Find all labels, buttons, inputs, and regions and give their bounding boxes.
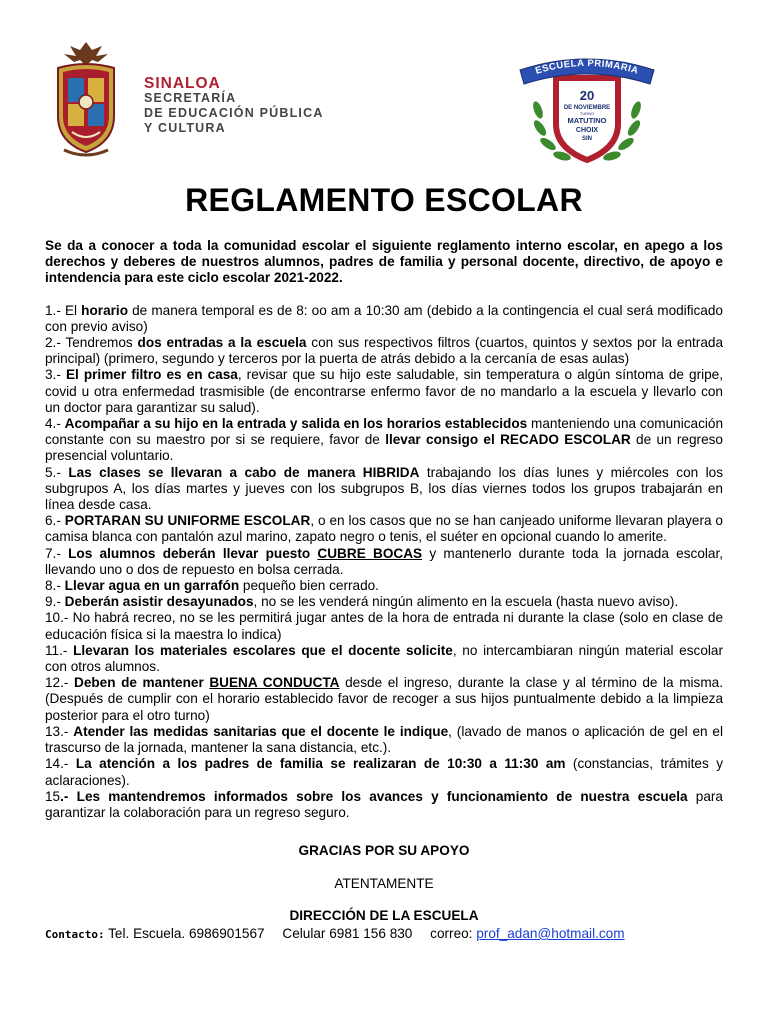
rule-text: Las clases se llevaran a cabo de manera HIBRIDA [68,464,420,480]
rule-text: 5.- [45,464,69,480]
rule-text: Deben de mantener [74,675,210,691]
rules-list [45,303,723,822]
rule-text: y mantenerlo durante toda la jornada escolar, llevando uno o dos de repuesto en bolsa cerrada. [45,545,724,577]
school-city: CHOIX [575,127,599,134]
rule-item [45,513,723,545]
thanks-line: GRACIAS POR SU APOYO [298,843,470,858]
rule-item [45,367,723,416]
rule-text: , revisar que su hijo este saludable, sin temperatura o algún síntoma de gripe, covid u otra enfermedad trasmisible (de encontrarse enfermo favor de no mandarlo a la escuela y llevarlo con un doctor para garantizar su salud). [45,367,724,415]
rule-text: , (lavado de manos o aplicación de gel en el trascurso de la jornada, mantener la sana distancia, etc.). [45,723,723,756]
rule-text: 10.- No habrá recreo, no se les permitirá jugar antes de la hora de entrada ni durante la clase (solo en clase de educación física si la maestra lo indica) [45,610,723,642]
school-banner-text: ESCUELA PRIMARIA [534,57,640,77]
rule-text: Llevaran los materiales escolares que el docente solicite [73,642,453,658]
intro-paragraph: Se da a conocer a toda la comunidad escolar el siguiente reglamento interno escolar, en apego a los derechos y deberes de nuestros alumnos, padres de familia y personal docente, directivo, de apoyo e intendencia para este ciclo escolar 2021-2022. [45,238,723,286]
school-state: SIN [581,136,593,142]
rule-text: Deberán asistir desayunados [64,594,254,610]
rule-text: de un regreso presencial voluntario. [45,432,723,464]
rule-text: 7.- [45,545,69,561]
rule-text: 6.- [45,513,65,529]
direccion-line: DIRECCIÓN DE LA ESCUELA [289,908,479,923]
rule-text: 12.- [45,675,74,691]
rule-text: 8.- [45,578,65,594]
school-turno: MATUTINO [567,116,607,125]
rule-item [45,546,723,578]
rule-text: 13.- [45,723,74,739]
atentamente-line: ATENTAMENTE [334,876,434,891]
sinaloa-coat-of-arms-icon [50,38,122,160]
rule-text: 11.- [45,642,74,658]
rule-text: , o en los casos que no se han canjeado uniforme llevaran playera o camisa blanca con pantalón azul marino, zapato negro o tenis, el suéter en opcional cuando lo amerite. [45,513,723,545]
rule-item [45,594,723,610]
rule-text: PORTARAN SU UNIFORME ESCOLAR [64,513,311,529]
secretaria-line-2: DE EDUCACIÓN PÚBLICA [144,106,324,120]
rule-text: 4.- [45,416,65,432]
rule-text: horario [81,302,128,318]
school-name: DE NOVIEMBRE [563,105,611,111]
rule-item [45,789,723,821]
rule-text: Acompañar a su hijo en la entrada y salida en los horarios establecidos [64,416,528,432]
rule-text: La atención a los padres de familia se realizaran de 10:30 a 11:30 am [75,756,566,772]
rule-text: pequeño bien cerrado. [239,578,379,594]
rule-text: (constancias, trámites y aclaraciones). [45,756,724,788]
rule-item [45,465,723,514]
rule-text: Atender las medidas sanitarias que el docente le indique [73,723,449,739]
rule-text: de manera temporal es de 8: oo am a 10:30 am (debido a la contingencia el cual será modificado con previo aviso) [45,302,723,334]
secretaria-line-3: Y CULTURA [144,121,226,135]
page-header [0,0,768,175]
rule-text: llevar consigo el RECADO ESCOLAR [385,432,631,448]
rule-item [45,578,723,594]
rule-item [45,643,723,675]
rule-item [45,335,723,367]
rule-text: con sus respectivos filtros (cuartos, quintos y sextos por la entrada principal) (primero, segundo y terceros por la puerta de atrás debido a la cercanía de esas aulas) [45,335,724,367]
secretaria-line-1: SECRETARÍA [144,91,237,105]
school-turno-label: TURNO [579,111,595,116]
rule-item [45,675,723,724]
rule-text: para garantizar la colaboración para un regreso seguro. [45,788,723,820]
rule-text: 9.- [45,594,65,610]
rule-text: El primer filtro es en casa [65,367,238,383]
rule-text: CUBRE BOCAS [317,545,423,561]
rule-text: manteniendo una comunicación constante con su maestro por si se requiere, favor de [45,416,724,448]
email-link[interactable]: prof_adan@hotmail.com [476,926,625,941]
document-body [45,238,723,821]
rule-text: BUENA CONDUCTA [209,675,340,691]
rule-text: 2.- Tendremos [45,335,138,351]
state-name: SINALOA [144,75,221,92]
document-title: REGLAMENTO ESCOLAR [185,182,583,218]
cell-phone: Celular 6981 156 830 [282,926,413,941]
rule-text: .- Les mantendremos informados sobre los avances y funcionamiento de nuestra escuela [60,788,688,804]
rule-text: Llevar agua en un garrafón [64,578,240,594]
rule-text: trabajando los días lunes y miércoles con los subgrupos A, los días martes y jueves con los subgrupos B, los días viernes todos los grupos trabajarán en línea desde casa. [45,464,723,513]
rule-text: desde el ingreso, durante la clase y al término de la misma. (Después de cumplir con el horario establecido favor de recoger a sus hijos puntualmente debido a la limpieza posterior para el otro turno) [45,675,723,723]
rule-item [45,724,723,756]
rule-item [45,756,723,788]
school-number: 20 [579,88,595,103]
rule-item [45,303,723,335]
rule-text: , no intercambiaran ningún material escolar con otros alumnos. [45,642,723,675]
school-phone: Tel. Escuela. 6986901567 [108,926,265,941]
contact-line [45,926,625,941]
rule-text: 3.- [45,367,66,383]
rule-text: 14.- [45,756,76,772]
rule-text: Los alumnos deberán llevar puesto [68,545,318,561]
rule-text: , no se les venderá ningún alimento en la escuela (hasta nuevo aviso). [253,594,679,610]
school-emblem-icon [516,44,658,170]
secretaria-logo-text [144,76,324,136]
rule-item [45,416,723,465]
rule-text: 1.- El [45,302,82,318]
rule-text: 15 [45,788,61,804]
email-label: correo: [430,926,473,941]
rule-item [45,610,723,642]
rule-text: dos entradas a la escuela [137,335,307,351]
contact-label: Contacto: [45,928,105,941]
